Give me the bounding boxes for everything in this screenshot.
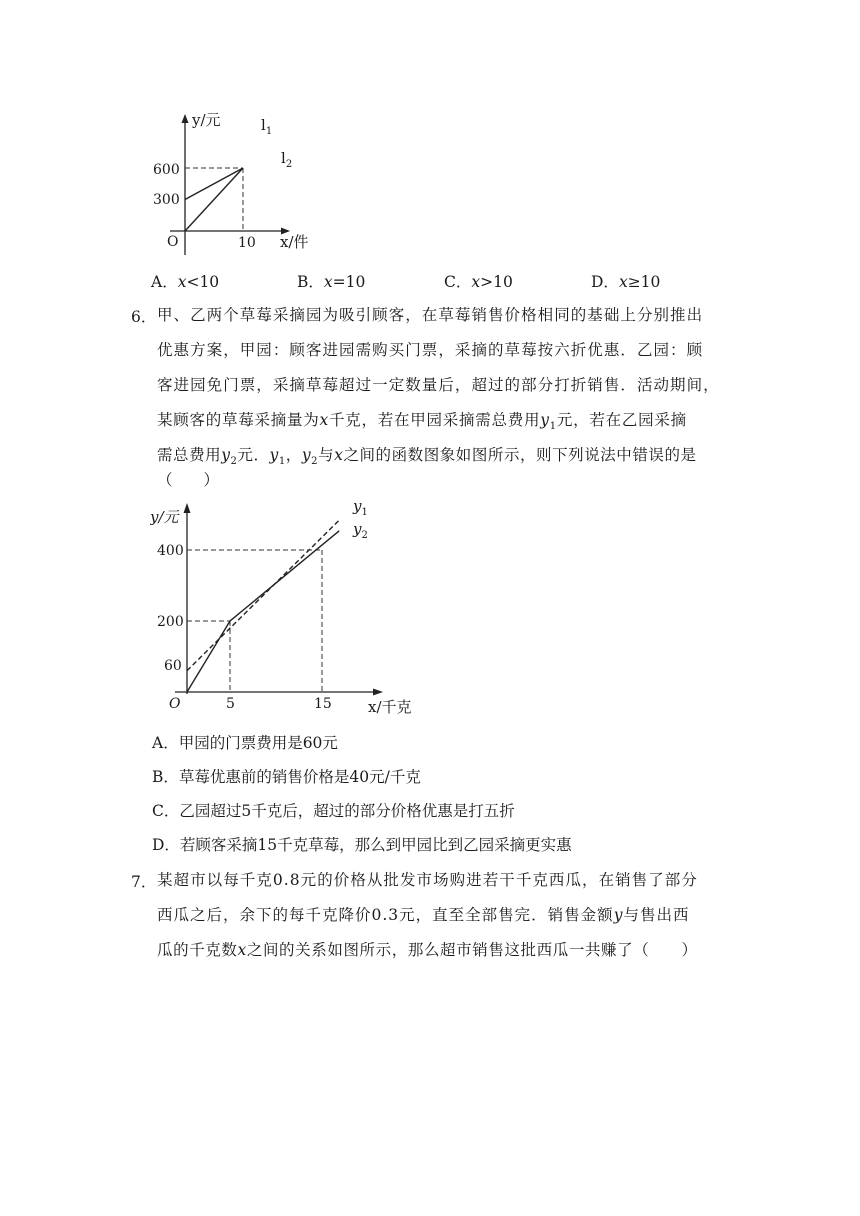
q6-answer-paren: （ ） <box>157 471 220 489</box>
q6-var-y1-b: y <box>269 446 279 464</box>
q6-var-y2-b: y <box>301 446 312 464</box>
fig1-line1-label <box>261 116 272 137</box>
q5-options <box>0 270 860 290</box>
q6-line-5-part-d: 之间的函数图象如图所示，则下列说法中错误的是 <box>343 446 697 464</box>
q7-line-3-part-b: 之间的关系如图所示，那么超市销售这批西瓜一共赚了（ ） <box>246 941 698 959</box>
q6-line-5 <box>157 445 697 472</box>
q6-var-x-b: x <box>334 446 344 464</box>
q7-price: 0.8 <box>272 871 301 889</box>
fig1-origin-label: O <box>167 234 179 250</box>
fig1-line2-letter: l <box>281 149 286 167</box>
fig2-series2-sub: 2 <box>361 530 368 541</box>
fig1-x-axis-label: x/件 <box>280 233 309 251</box>
fig2-y-tick-60: 60 <box>164 658 182 674</box>
q6-line-1: 甲、乙两个草莓采摘园为吸引顾客，在草莓销售价格相同的基础上分别推出 <box>157 306 704 324</box>
q6-var-y1-sub: 1 <box>549 421 557 433</box>
q7-line-2-part-a: 西瓜之后，余下的每千克降价 <box>157 906 372 924</box>
q6-option-a[interactable]: A．甲园的门票费用是60元 <box>152 734 338 752</box>
q7-line-1 <box>157 870 698 890</box>
q6-var-y1-b-sub: 1 <box>278 456 286 468</box>
q6-line-3: 客进园免门票，采摘草莓超过一定数量后，超过的部分打折销售．活动期间， <box>157 376 720 394</box>
q5-option-b-rest: =10 <box>332 273 366 291</box>
q5-option-c-letter: C． <box>444 273 472 291</box>
fig2-series2-letter: y <box>353 520 362 538</box>
fig2-y-arrow <box>184 503 191 513</box>
fig2-y-axis-label-text: y/元 <box>150 508 179 526</box>
q6-option-b[interactable]: B．草莓优惠前的销售价格是40元/千克 <box>152 768 421 786</box>
q7-line-2 <box>157 905 689 925</box>
figure-2-graph <box>150 498 420 720</box>
fig1-line-l1 <box>185 168 243 231</box>
q6-var-x: x <box>319 411 330 429</box>
fig1-line1-sub: 1 <box>265 126 273 137</box>
q6-var-y1: y <box>540 411 550 429</box>
q5-option-c[interactable] <box>444 270 513 292</box>
fig2-x-arrow <box>373 689 383 696</box>
q5-option-d-letter: D． <box>591 273 619 291</box>
fig2-y-tick-400: 400 <box>157 543 184 559</box>
figure-1-graph <box>140 110 340 260</box>
fig2-x-axis-label <box>368 698 412 716</box>
q5-option-a[interactable] <box>151 270 219 292</box>
fig1-line1-letter: l <box>261 116 266 134</box>
q5-option-b-var: x <box>323 273 333 291</box>
fig2-series1-letter: y <box>353 498 362 515</box>
q5-option-a-letter: A． <box>151 273 178 291</box>
q6-line-5-comma: ， <box>285 446 302 464</box>
q6-line-5-part-c: 与 <box>318 446 335 464</box>
fig1-line2-sub: 2 <box>285 159 293 170</box>
fig1-y-arrow <box>182 114 189 123</box>
fig2-series1-label <box>352 498 368 518</box>
q5-option-d[interactable] <box>591 270 660 292</box>
fig1-y-tick-600: 600 <box>153 162 180 178</box>
fig1-line2-label <box>281 149 292 170</box>
q5-option-a-rest: <10 <box>186 273 220 291</box>
fig2-y-tick-200: 200 <box>157 614 184 630</box>
q5-option-d-rest: ≥10 <box>627 273 661 291</box>
q5-option-b[interactable] <box>297 270 365 292</box>
q6-line-5-part-a: 需总费用 <box>157 446 222 464</box>
q6-var-y2-sub: 2 <box>230 456 238 468</box>
q6-line-5-part-b: 元． <box>237 446 270 464</box>
q7-number: 7． <box>131 873 157 891</box>
q6-line-4 <box>157 410 687 437</box>
q7-discount: 0.3 <box>371 906 400 924</box>
q6-option-c[interactable]: C．乙园超过5千克后，超过的部分价格优惠是打五折 <box>152 802 515 820</box>
fig1-y-tick-300: 300 <box>153 192 180 208</box>
fig2-series1-sub: 1 <box>361 507 368 518</box>
fig1-x-tick-10: 10 <box>238 235 256 251</box>
fig2-series2-label <box>352 520 368 541</box>
fig1-line-l2 <box>185 168 243 200</box>
q6-var-y2: y <box>221 446 231 464</box>
q6-line-4-part-b: 千克，若在甲园采摘需总费用 <box>329 411 541 429</box>
q5-option-a-var: x <box>177 273 187 291</box>
fig2-line-y1 <box>187 520 339 671</box>
q5-option-c-rest: >10 <box>480 273 513 291</box>
fig2-x-tick-5: 5 <box>226 696 235 712</box>
fig2-origin-label: O <box>169 696 181 712</box>
fig2-line-y2 <box>187 531 339 692</box>
q6-line-2: 优惠方案，甲园：顾客进园需购买门票，采摘的草莓按六折优惠．乙园：顾 <box>157 341 704 359</box>
q7-line-3 <box>157 940 698 960</box>
q7-line-2-part-c: 元，直至全部售完．销售金额 <box>399 906 614 924</box>
q7-line-1-part-c: 元的价格从批发市场购进若干千克西瓜，在销售了部分 <box>300 871 698 889</box>
q7-var-x: x <box>237 941 247 959</box>
fig2-y-axis-label <box>150 508 181 526</box>
q6-line-4-part-c: 元，若在乙园采摘 <box>556 411 687 429</box>
q6-option-d[interactable]: D．若顾客采摘15千克草莓，那么到甲园比到乙园采摘更实惠 <box>152 836 572 854</box>
q6-var-y2-b-sub: 2 <box>311 456 319 468</box>
q7-line-2-part-d: 与售出西 <box>623 906 690 924</box>
fig2-x-axis-label-text: x/千克 <box>368 698 412 716</box>
fig2-x-tick-15: 15 <box>314 696 332 712</box>
q7-line-3-part-a: 瓜的千克数 <box>157 941 238 959</box>
q6-number: 6． <box>131 308 157 326</box>
q7-line-1-part-a: 某超市以每千克 <box>157 871 273 889</box>
q5-option-d-var: x <box>618 273 628 291</box>
q5-option-b-letter: B． <box>297 273 324 291</box>
q7-var-y: y <box>613 906 624 924</box>
q5-option-c-var: x <box>471 273 481 291</box>
fig1-y-axis-label: y/元 <box>192 111 221 129</box>
q6-line-4-part-a: 某顾客的草莓采摘量为 <box>157 411 320 429</box>
